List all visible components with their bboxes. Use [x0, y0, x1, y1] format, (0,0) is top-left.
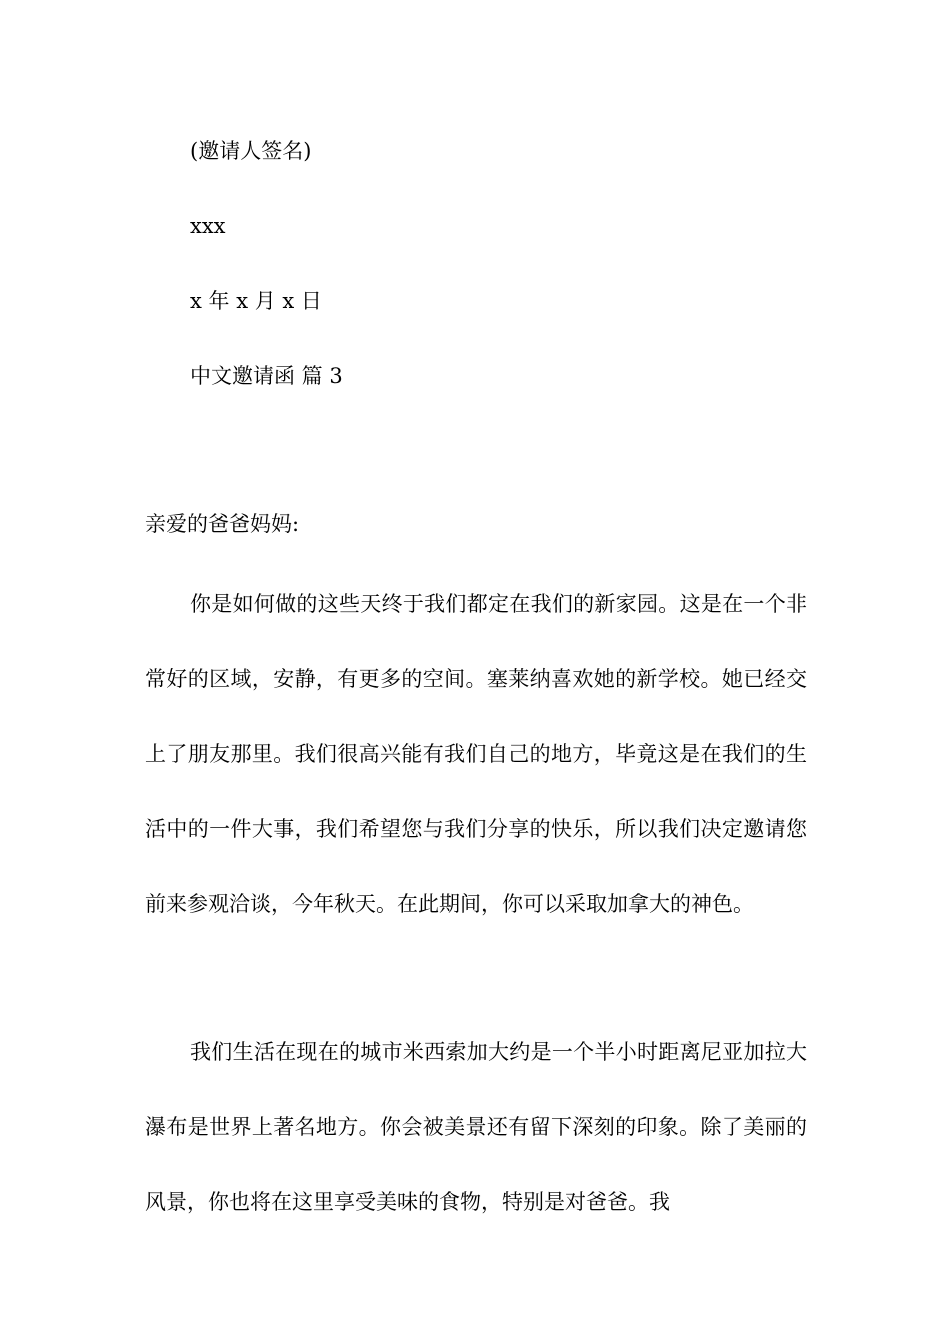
- body-paragraph: 我们生活在现在的城市米西索加大约是一个半小时距离尼亚加拉大瀑布是世界上著名地方。你会被美景还有留下深刻的印象。除了美丽的风景，你也将在这里享受美味的食物，特别是对爸爸。我: [145, 1040, 807, 1214]
- signature-date: x 年 x 月 x 日: [190, 289, 322, 313]
- body-paragraph: 你是如何做的这些天终于我们都定在我们的新家园。这是在一个非常好的区域，安静，有更多的空间。塞莱纳喜欢她的新学校。她已经交上了朋友那里。我们很高兴能有我们自己的地方，毕竟这是在我们的生活中的一件大事，我们希望您与我们分享的快乐，所以我们决定邀请您前来参观洽谈，今年秋天。在此期间，你可以采取加拿大的神色。: [145, 592, 807, 916]
- letter-salutation: 亲爱的爸爸妈妈:: [145, 512, 300, 536]
- section-title: 中文邀请函 篇 3: [190, 364, 343, 388]
- signature-label: (邀请人签名): [190, 139, 312, 163]
- signature-name: xxx: [190, 214, 226, 238]
